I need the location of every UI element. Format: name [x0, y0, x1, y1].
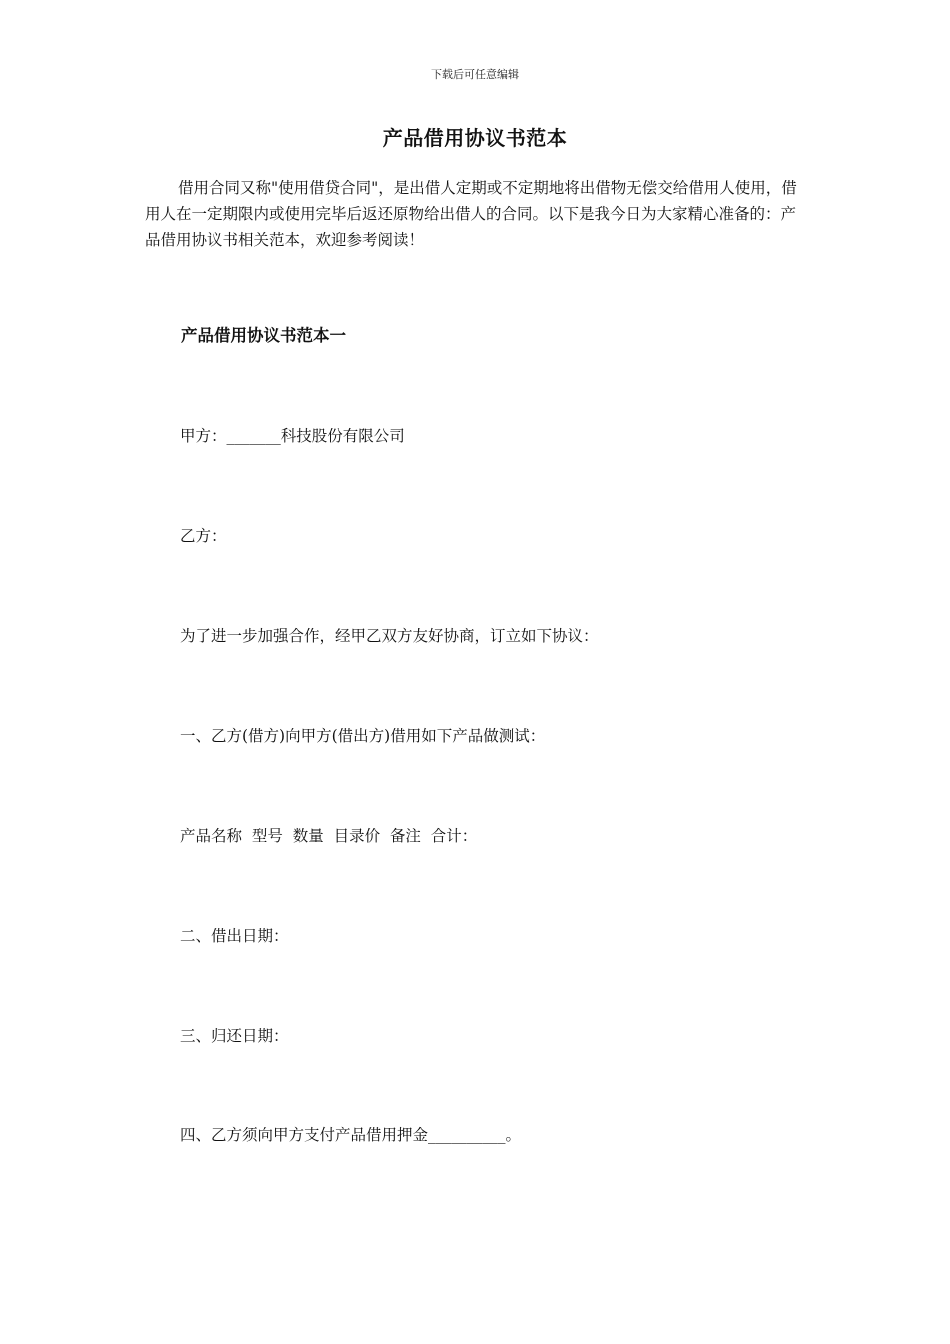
section-heading: 产品借用协议书范本一 [181, 326, 346, 345]
clause-one: 一、乙方(借方)向甲方(借出方)借用如下产品做测试： [180, 727, 546, 745]
party-b-line: 乙方： [180, 527, 227, 545]
clause-three: 三、归还日期： [180, 1027, 289, 1045]
clause-four: 四、乙方须向甲方支付产品借用押金__________。 [180, 1126, 522, 1144]
intro-paragraph: 借用合同又称"使用借贷合同"，是出借人定期或不定期地将出借物无偿交给借用人使用，借用人在一定期限内或使用完毕后返还原物给出借人的合同。以下是我今日为大家精心准备的：产品借用协议书相关范本，欢迎参考阅读！ [145, 179, 797, 249]
party-a-line: 甲方：_______科技股份有限公司 [180, 427, 405, 445]
page-header-note: 下载后可任意编辑 [431, 68, 519, 81]
clause-two: 二、借出日期： [180, 927, 289, 945]
document-title: 产品借用协议书范本 [382, 126, 568, 150]
product-fields-line: 产品名称 型号 数量 目录价 备注 合计： [180, 827, 478, 845]
agreement-preamble: 为了进一步加强合作，经甲乙双方友好协商，订立如下协议： [180, 627, 599, 645]
